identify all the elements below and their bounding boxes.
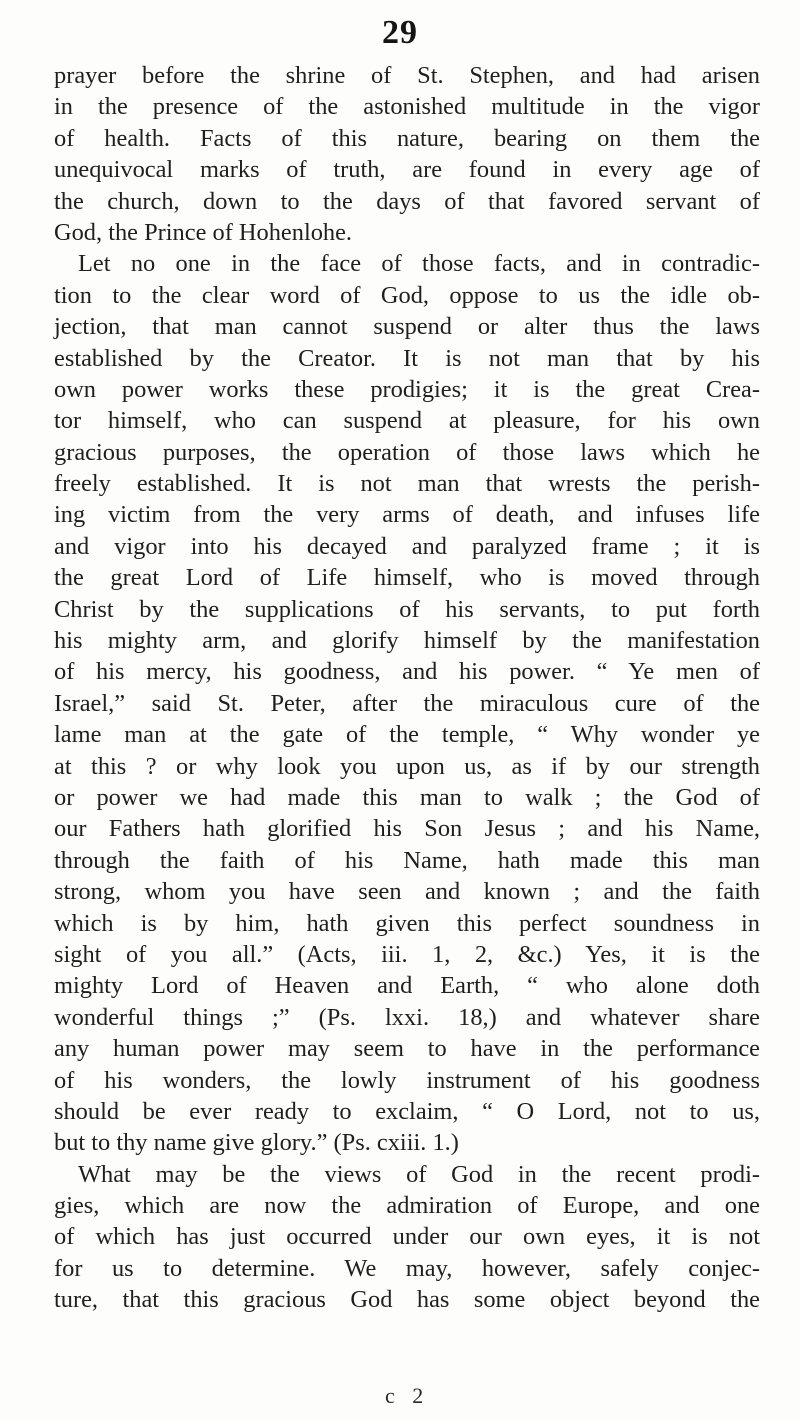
text-line: our Fathers hath glorified his Son Jesus ; and his Name, <box>54 815 760 843</box>
text-line: tion to the clear word of God, oppose to us the idle ob- <box>54 281 760 309</box>
text-line: and vigor into his decayed and paralyzed frame ; it is <box>54 532 760 560</box>
text-line: gracious purposes, the operation of those laws which he <box>54 438 760 466</box>
text-line: tor himself, who can suspend at pleasure, for his own <box>54 407 760 435</box>
text-line: mighty Lord of Heaven and Earth, “ who alone doth <box>54 972 760 1000</box>
paragraph-start-line: Let no one in the face of those facts, and in contradic- <box>78 250 760 278</box>
text-line: freely established. It is not man that wrests the perish- <box>54 470 760 498</box>
text-line: own power works these prodigies; it is the great Crea- <box>54 375 760 403</box>
text-line: sight of you all.” (Acts, iii. 1, 2, &c.) Yes, it is the <box>54 940 760 968</box>
page-number: 29 <box>382 14 418 51</box>
text-line: jection, that man cannot suspend or alter thus the laws <box>54 313 760 341</box>
text-line: ture, that this gracious God has some object beyond the <box>54 1286 760 1314</box>
text-line: ing victim from the very arms of death, and infuses life <box>54 501 760 529</box>
text-line: of his mercy, his goodness, and his power. “ Ye men of <box>54 658 760 686</box>
text-line: of his wonders, the lowly instrument of his goodness <box>54 1066 760 1094</box>
text-line: of health. Facts of this nature, bearing on them the <box>54 124 760 152</box>
text-line: the church, down to the days of that favored servant of <box>54 187 760 215</box>
text-line: God, the Prince of Hohenlohe. <box>54 218 353 246</box>
signature-mark: c 2 <box>385 1383 430 1408</box>
body-text <box>54 60 760 1316</box>
text-line: in the presence of the astonished multitude in the vigor <box>54 93 760 121</box>
text-line: Israel,” said St. Peter, after the miraculous cure of the <box>54 689 760 717</box>
text-line: strong, whom you have seen and known ; and the faith <box>54 878 760 906</box>
text-line: gies, which are now the admiration of Europe, and one <box>54 1192 760 1220</box>
text-line: or power we had made this man to walk ; the God of <box>54 783 760 811</box>
paragraph-start-line: What may be the views of God in the recent prodi- <box>78 1160 760 1188</box>
text-line: Christ by the supplications of his servants, to put forth <box>54 595 760 623</box>
text-line: established by the Creator. It is not man that by his <box>54 344 760 372</box>
text-line: his mighty arm, and glorify himself by the manifestation <box>54 627 760 655</box>
text-line: wonderful things ;” (Ps. lxxi. 18,) and whatever share <box>54 1003 760 1031</box>
text-line: lame man at the gate of the temple, “ Why wonder ye <box>54 721 760 749</box>
text-line: any human power may seem to have in the performance <box>54 1035 760 1063</box>
text-line: of which has just occurred under our own eyes, it is not <box>54 1223 760 1251</box>
text-line: but to thy name give glory.” (Ps. cxiii. 1.) <box>54 1129 459 1157</box>
text-line: through the faith of his Name, hath made this man <box>54 846 760 874</box>
text-line: should be ever ready to exclaim, “ O Lord, not to us, <box>54 1097 760 1125</box>
text-line: prayer before the shrine of St. Stephen, and had arisen <box>54 62 760 89</box>
text-line: at this ? or why look you upon us, as if by our strength <box>54 752 760 780</box>
text-line: unequivocal marks of truth, are found in every age of <box>54 156 760 184</box>
text-line: the great Lord of Life himself, who is moved through <box>54 564 760 592</box>
text-line: which is by him, hath given this perfect soundness in <box>54 909 760 937</box>
text-line: for us to determine. We may, however, safely conjec- <box>54 1254 760 1282</box>
